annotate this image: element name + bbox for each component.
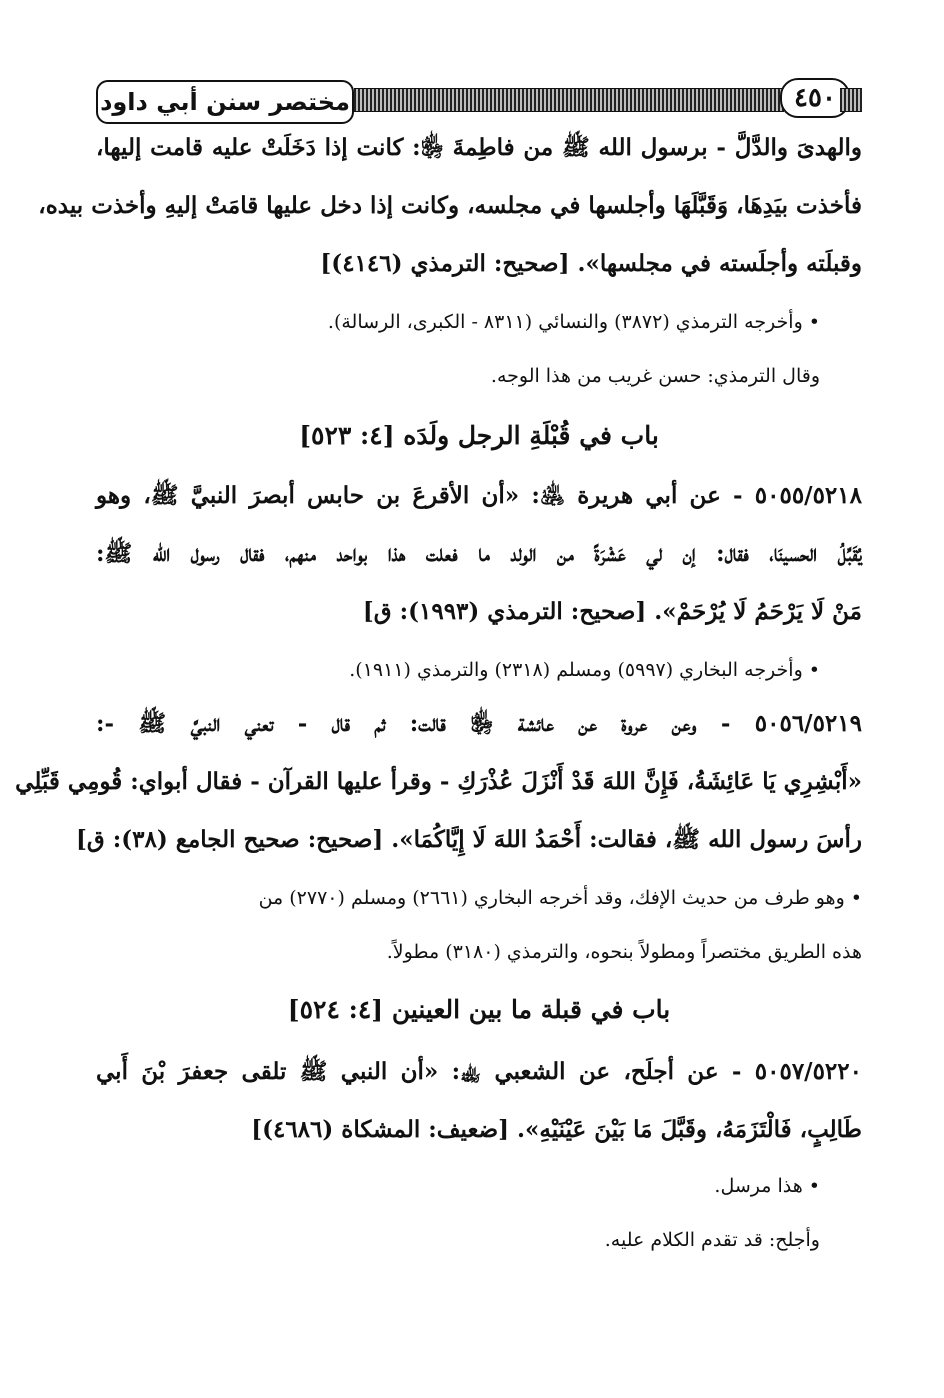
hadith-line: ٥٠٥٥/٥٢١٨ - عن أبي هريرة ﵁: «أن الأقرعَ بن حابس أبصرَ النبيَّ ﷺ، وهو: [96, 482, 862, 509]
hadith-line: ٥٠٥٧/٥٢٢٠ - عن أجلَح، عن الشعبي ﵀: «أن النبي ﷺ تلقى جعفرَ بْنَ أَبي: [96, 1058, 862, 1085]
chapter-heading: باب في قُبْلَةِ الرجل ولَدَه [٤: ٥٢٣]: [299, 421, 659, 450]
note-line: وقال الترمذي: حسن غريب من هذا الوجه.: [490, 365, 820, 387]
note-line: • هذا مرسل.: [714, 1175, 820, 1197]
text-line: والهدىَ والدَّلَّ - برسول الله ﷺ من فاطِمةَ ﵂: كانت إذا دَخَلَتْ عليه قامت إليها،: [96, 134, 862, 161]
header-ornament-end: [840, 88, 862, 112]
text-line: وقبلَته وأجلَسته في مجلسها». [صحيح: الترمذي (٤١٤٦)]: [320, 250, 862, 277]
hadith-line: يُقَبِّلُ الحسينَا، فقال: إن لي عَشْرَةً من الولد ما فعلت هذا بواحد منهم، فقال رسول الله ﷺ:: [96, 540, 862, 567]
note-line: وأجلح: قد تقدم الكلام عليه.: [604, 1229, 820, 1251]
hadith-line: ٥٠٥٦/٥٢١٩ - وعن عروة عن عائشة ﵂ قالت: ثم قال - تعني النبيَّ ﷺ -:: [96, 710, 862, 737]
chapter-heading: باب في قبلة ما بين العينين [٤: ٥٢٤]: [287, 995, 671, 1024]
text-line: فأخذت بيَدِهَا، وَقَبَّلَهَا وأجلسها في مجلسه، وكانت إذا دخل عليها قامَتْ إليهِ وأخذت بيده،: [38, 192, 862, 219]
hadith-line: «أَبْشِرِي يَا عَائِشَةُ، فَإِنَّ اللهَ قَدْ أَنْزَلَ عُذْرَكِ - وقرأ عليها القرآن - فقال أبواي: قُومِي قَبِّلِي: [15, 768, 862, 795]
page-number: ٤٥٠: [780, 78, 850, 118]
hadith-line: رأسَ رسول الله ﷺ، فقالت: أَحْمَدُ اللهَ لَا إِيَّاكُمَا». [صحيح: صحيح الجامع (٣٨): ق]: [75, 826, 862, 853]
hadith-line: طَالِبٍ، فَالْتَزَمَهُ، وقَبَّلَ مَا بَيْنَ عَيْنَيْهِ». [ضعيف: المشكاة (٤٦٨٦)]: [251, 1116, 862, 1143]
note-line: هذه الطريق مختصراً ومطولاً بنحوه، والترمذي (٣١٨٠) مطولاً.: [386, 941, 862, 963]
note-line: • وأخرجه الترمذي (٣٨٧٢) والنسائي (٨٣١١ - الكبرى، الرسالة).: [327, 311, 820, 333]
note-line: • وهو طرف من حديث الإفك، وقد أخرجه البخاري (٢٦٦١) ومسلم (٢٧٧٠) من: [258, 887, 862, 909]
header-ornament-bar: [354, 88, 784, 112]
page-header: [96, 78, 864, 126]
note-line: • وأخرجه البخاري (٥٩٩٧) ومسلم (٢٣١٨) والترمذي (١٩١١).: [349, 659, 820, 681]
hadith-line: مَنْ لَا يَرْحَمُ لَا يُرْحَمْ». [صحيح: الترمذي (١٩٩٣): ق]: [362, 598, 862, 625]
book-title: مختصر سنن أبي داود: [96, 80, 354, 124]
